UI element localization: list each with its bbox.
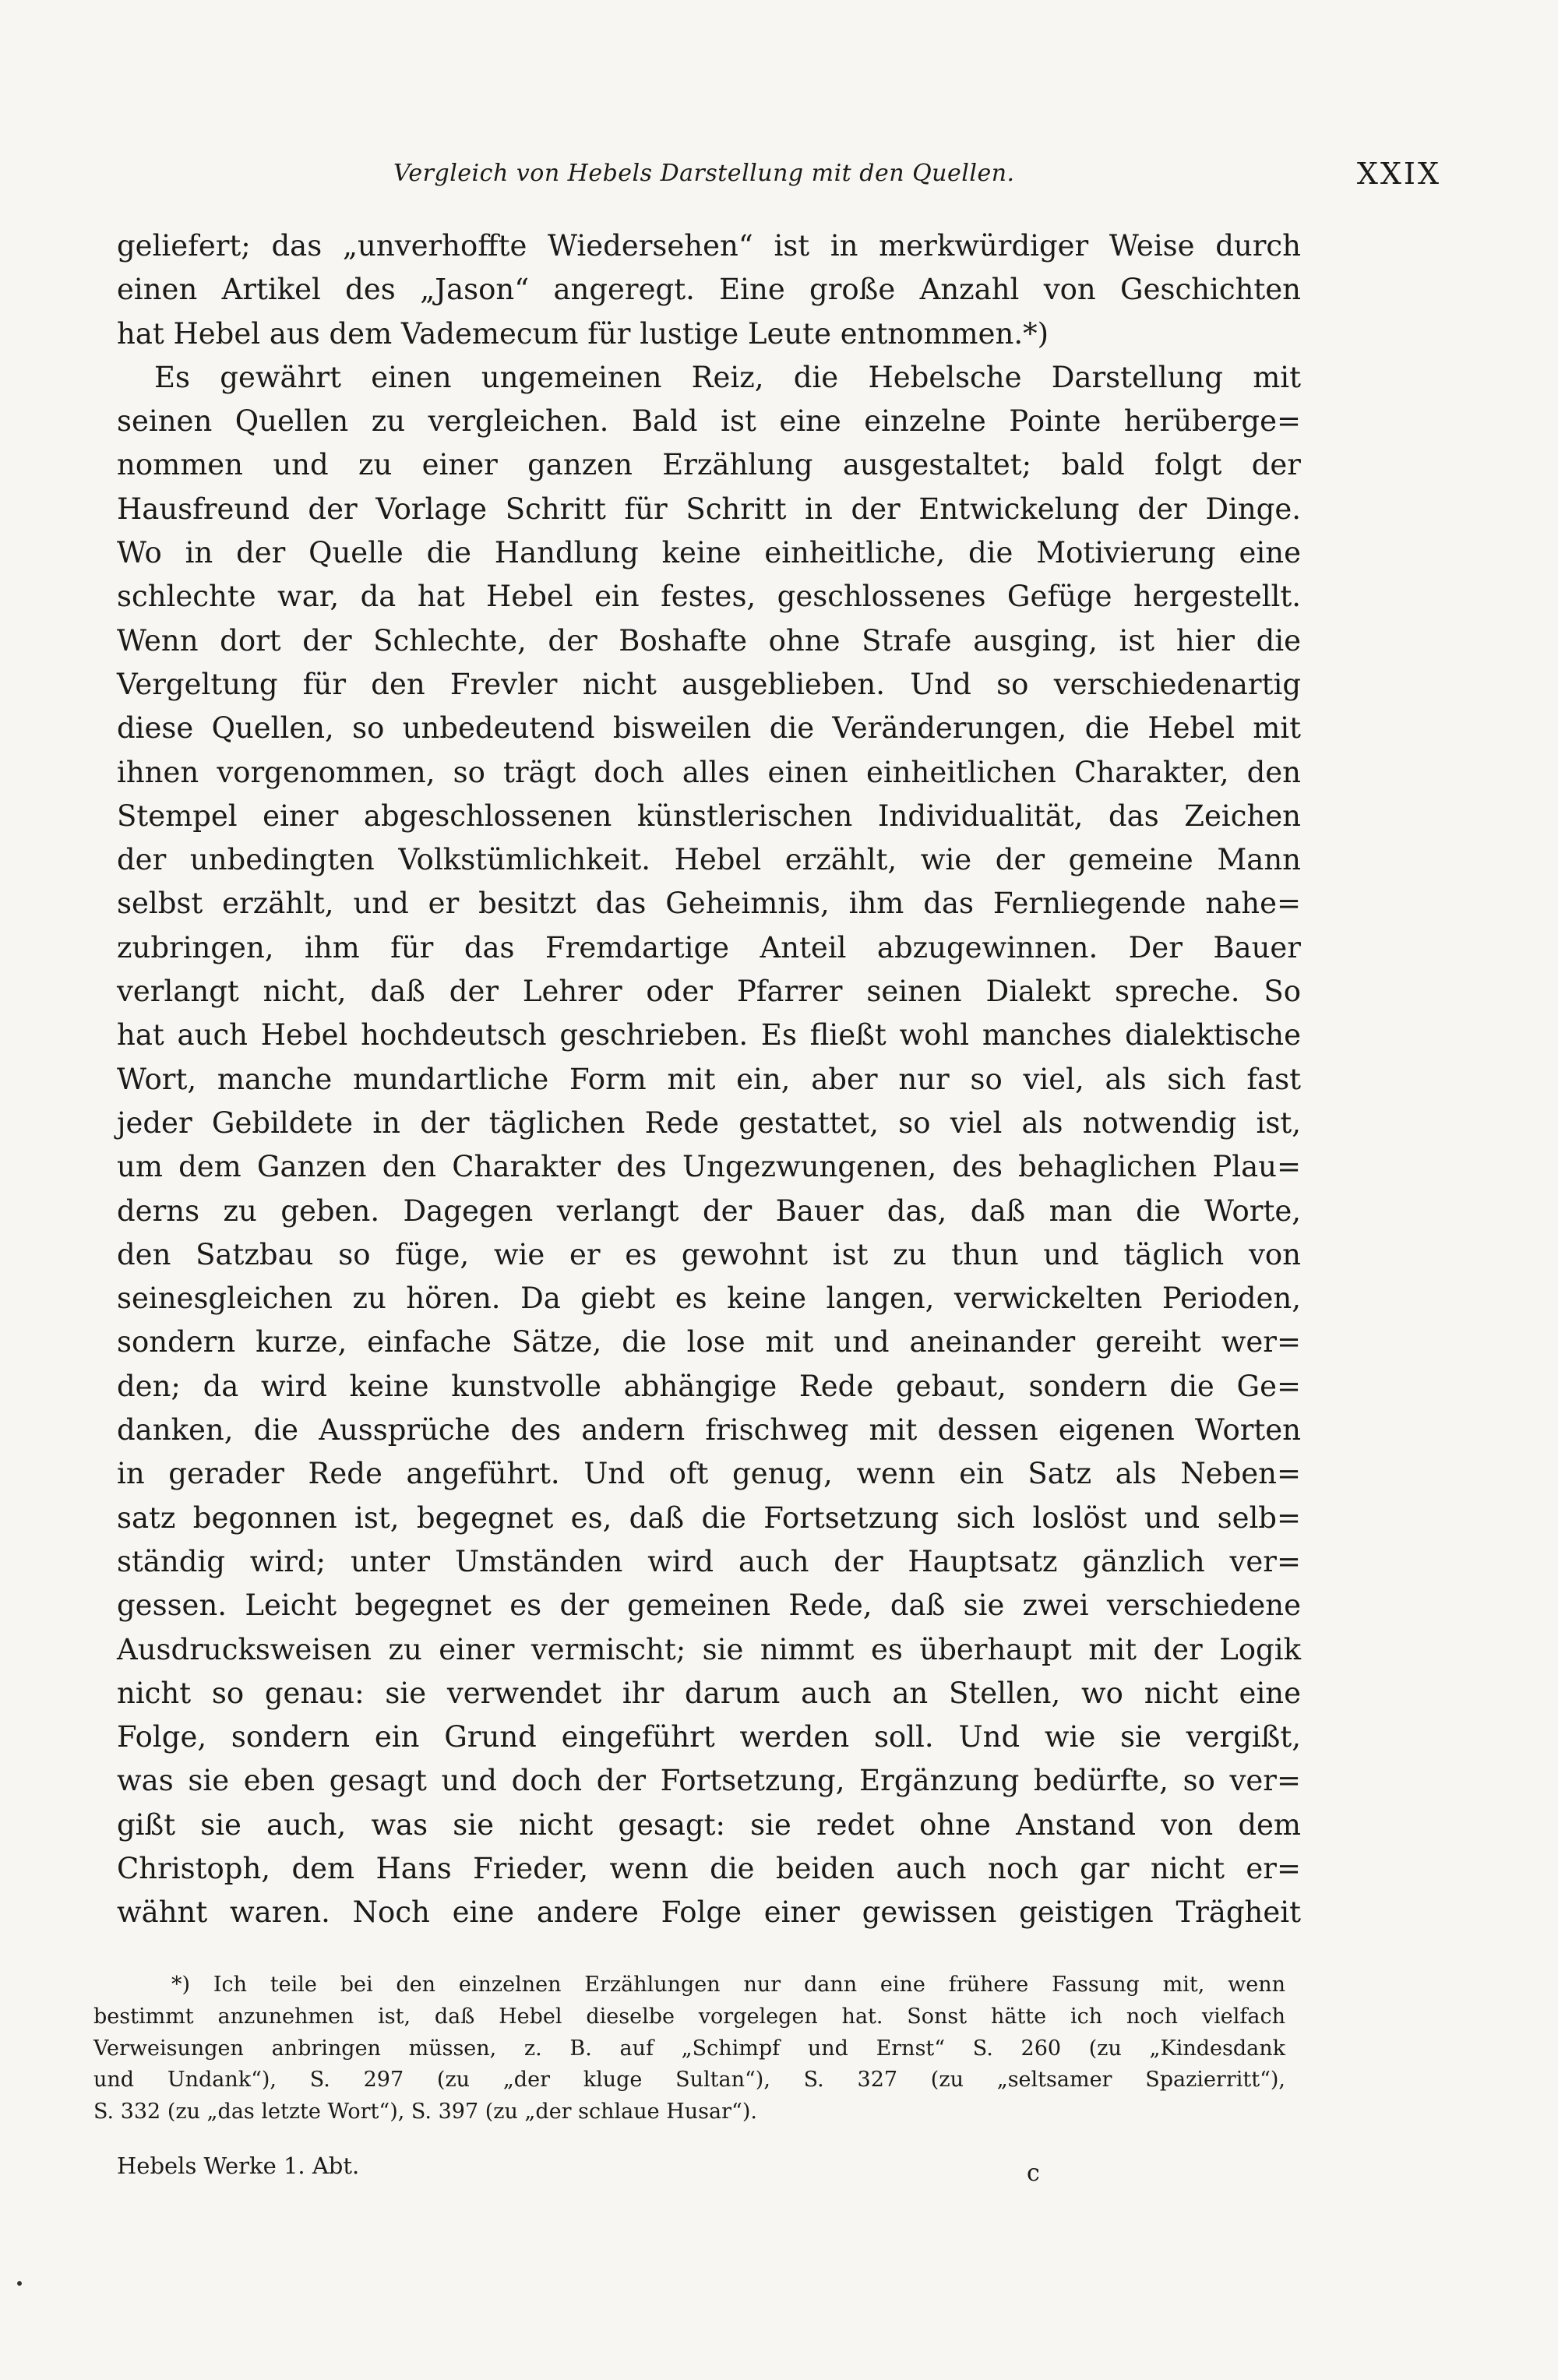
footnote-line: bestimmt anzunehmen ist, daß Hebel dieselbe vorgelegen hat. Sonst hätte ich noch vielfach xyxy=(93,2004,1285,2029)
page-number: XXIX xyxy=(1356,157,1441,191)
body-line: geliefert; das „unverhoffte Wiedersehen“ ist in merkwürdiger Weise durch xyxy=(117,229,1301,263)
body-line: hat Hebel aus dem Vademecum für lustige Leute entnommen.*) xyxy=(117,316,1049,351)
sheet-title: Hebels Werke 1. Abt. xyxy=(117,2153,360,2179)
body-line: gißt sie auch, was sie nicht gesagt: sie redet ohne Anstand von dem xyxy=(117,1807,1301,1842)
body-line: schlechte war, da hat Hebel ein festes, geschlossenes Gefüge hergestellt. xyxy=(117,580,1301,614)
body-line: was sie eben gesagt und doch der Fortsetzung, Ergänzung bedürfte, so ver= xyxy=(117,1764,1301,1798)
body-line: wähnt waren. Noch eine andere Folge einer gewissen geistigen Trägheit xyxy=(117,1895,1301,1930)
body-line: selbst erzählt, und er besitzt das Geheimnis, ihm das Fernliegende nahe= xyxy=(117,887,1301,921)
body-line: Hausfreund der Vorlage Schritt für Schritt in der Entwickelung der Dinge. xyxy=(117,492,1301,526)
body-line: nicht so genau: sie verwendet ihr darum auch an Stellen, wo nicht eine xyxy=(117,1676,1301,1710)
body-line: Vergeltung für den Frevler nicht ausgeblieben. Und so verschiedenartig xyxy=(117,667,1301,701)
body-line: satz begonnen ist, begegnet es, daß die Fortsetzung sich loslöst und selb= xyxy=(117,1500,1301,1535)
body-line: Stempel einer abgeschlossenen künstlerischen Individualität, das Zeichen xyxy=(117,799,1301,833)
body-line: sondern kurze, einfache Sätze, die lose mit und aneinander gereiht wer= xyxy=(117,1325,1301,1359)
body-line: Es gewährt einen ungemeinen Reiz, die Hebelsche Darstellung mit xyxy=(154,360,1301,394)
footnote-line: und Undank“), S. 297 (zu „der kluge Sultan“), S. 327 (zu „seltsamer Spazierritt“), xyxy=(93,2068,1285,2093)
body-line: seinen Quellen zu vergleichen. Bald ist eine einzelne Pointe herüberge= xyxy=(117,404,1301,439)
body-line: Wort, manche mundartliche Form mit ein, aber nur so viel, als sich fast xyxy=(117,1062,1301,1096)
body-line: Wo in der Quelle die Handlung keine einheitliche, die Motivierung eine xyxy=(117,536,1301,570)
body-line: zubringen, ihm für das Fremdartige Anteil abzugewinnen. Der Bauer xyxy=(117,930,1301,964)
body-line: um dem Ganzen den Charakter des Ungezwungenen, des behaglichen Plau= xyxy=(117,1150,1301,1184)
body-line: der unbedingten Volkstümlichkeit. Hebel erzählt, wie der gemeine Mann xyxy=(117,843,1301,877)
footnotes xyxy=(93,1969,1285,2128)
body-line: ständig wird; unter Umständen wird auch der Hauptsatz gänzlich ver= xyxy=(117,1544,1301,1578)
footnote-line: Verweisungen anbringen müssen, z. B. auf „Schimpf und Ernst“ S. 260 (zu „Kindesdank xyxy=(93,2036,1285,2061)
body-line: nommen und zu einer ganzen Erzählung ausgestaltet; bald folgt der xyxy=(117,448,1301,482)
body-line: derns zu geben. Dagegen verlangt der Bauer das, daß man die Worte, xyxy=(117,1194,1301,1228)
footnote-line: S. 332 (zu „das letzte Wort“), S. 397 (zu „der schlaue Husar“). xyxy=(93,2100,757,2124)
body-line: den Satzbau so füge, wie er es gewohnt ist zu thun und täglich von xyxy=(117,1237,1301,1271)
footnote-line: *) Ich teile bei den einzelnen Erzählungen nur dann eine frühere Fassung mit, wenn xyxy=(171,1973,1285,1997)
body-line: ihnen vorgenommen, so trägt doch alles einen einheitlichen Charakter, den xyxy=(117,755,1301,789)
body-line: verlangt nicht, daß der Lehrer oder Pfarrer seinen Dialekt spreche. So xyxy=(117,975,1301,1009)
signature-mark: c xyxy=(1027,2160,1040,2187)
body-line: Ausdrucksweisen zu einer vermischt; sie nimmt es überhaupt mit der Logik xyxy=(117,1632,1301,1666)
body-line: gessen. Leicht begegnet es der gemeinen Rede, daß sie zwei verschiedene xyxy=(117,1588,1301,1623)
body-text xyxy=(117,224,1301,1935)
body-line: seinesgleichen zu hören. Da giebt es keine langen, verwickelten Perioden, xyxy=(117,1282,1301,1316)
running-head xyxy=(117,152,1441,199)
body-line: in gerader Rede angeführt. Und oft genug, wenn ein Satz als Neben= xyxy=(117,1457,1301,1491)
body-line: hat auch Hebel hochdeutsch geschrieben. Es fließt wohl manches dialektische xyxy=(117,1018,1301,1052)
body-line: diese Quellen, so unbedeutend bisweilen die Veränderungen, die Hebel mit xyxy=(117,711,1301,746)
paper-speck xyxy=(17,2281,22,2286)
body-line: Folge, sondern ein Grund eingeführt werden soll. Und wie sie vergißt, xyxy=(117,1720,1301,1754)
body-line: einen Artikel des „Jason“ angeregt. Eine große Anzahl von Geschichten xyxy=(117,273,1301,307)
body-line: Christoph, dem Hans Frieder, wenn die beiden auch noch gar nicht er= xyxy=(117,1851,1301,1885)
body-line: Wenn dort der Schlechte, der Boshafte ohne Strafe ausging, ist hier die xyxy=(117,623,1301,658)
body-line: den; da wird keine kunstvolle abhängige Rede gebaut, sondern die Ge= xyxy=(117,1369,1301,1403)
running-title: Vergleich von Hebels Darstellung mit den Quellen. xyxy=(393,160,1015,187)
body-line: danken, die Aussprüche des andern frischweg mit dessen eigenen Worten xyxy=(117,1413,1301,1447)
body-line: jeder Gebildete in der täglichen Rede gestattet, so viel als notwendig ist, xyxy=(117,1105,1301,1140)
